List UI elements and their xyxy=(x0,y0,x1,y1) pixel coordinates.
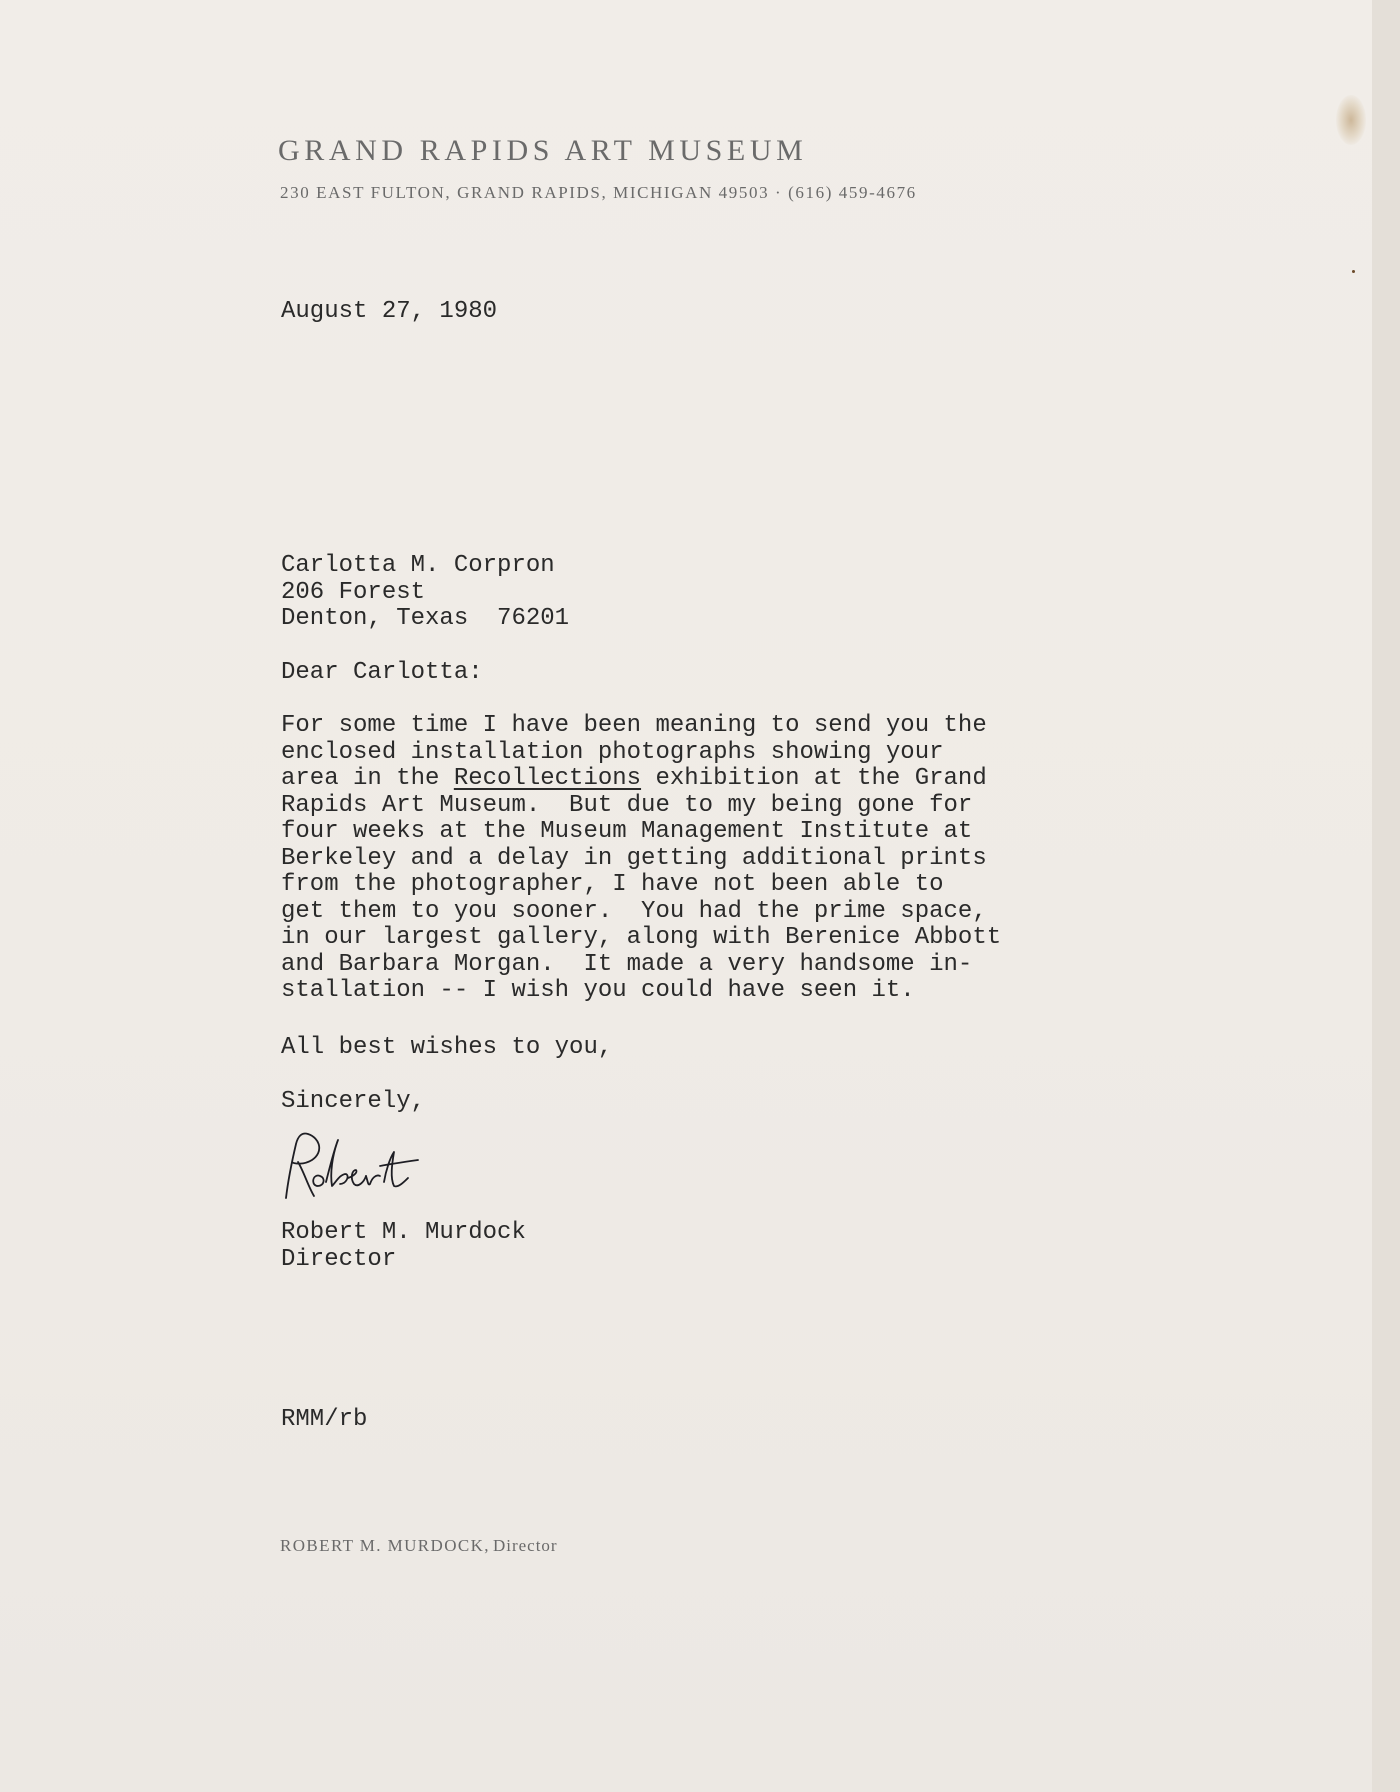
body-line: Berkeley and a delay in getting additional prints xyxy=(281,844,987,872)
body-line: enclosed installation photographs showing your xyxy=(281,738,944,766)
paper-speck xyxy=(1352,270,1355,273)
recipient-city: Denton, Texas 76201 xyxy=(281,605,570,632)
handwritten-signature xyxy=(272,1126,432,1206)
body-line: Rapids Art Museum. But due to my being gone for xyxy=(281,791,973,819)
body-line xyxy=(281,766,1001,793)
letter-body xyxy=(281,713,1001,1005)
footer-title: Director xyxy=(492,1536,558,1555)
page-edge xyxy=(1372,0,1400,1792)
recipient-address-block xyxy=(281,553,569,633)
footer-name: ROBERT M. MURDOCK, xyxy=(280,1536,490,1555)
reference-initials: RMM/rb xyxy=(281,1406,368,1433)
letter-date: August 27, 1980 xyxy=(281,298,498,325)
body-line: For some time I have been meaning to send you the xyxy=(281,712,987,739)
signer-block xyxy=(281,1220,526,1273)
letterhead-name: GRAND RAPIDS ART MUSEUM xyxy=(278,134,808,167)
signer-name: Robert M. Murdock xyxy=(281,1219,526,1246)
body-line: from the photographer, I have not been able to xyxy=(281,871,944,898)
body-line: and Barbara Morgan. It made a very handsome in- xyxy=(281,950,973,978)
closing-wishes: All best wishes to you, xyxy=(281,1034,613,1061)
letterhead-address: 230 EAST FULTON, GRAND RAPIDS, MICHIGAN 49503 · (616) 459-4676 xyxy=(280,183,917,202)
salutation: Dear Carlotta: xyxy=(281,659,483,686)
body-line: four weeks at the Museum Management Institute at xyxy=(281,818,973,845)
exhibition-title: Recollections xyxy=(453,765,642,792)
body-line: stallation -- I wish you could have seen it. xyxy=(281,977,915,1004)
body-line: get them to you sooner. You had the prime space, xyxy=(281,897,987,925)
body-line: in our largest gallery, along with Berenice Abbott xyxy=(281,924,1002,951)
body-line-part: area in the xyxy=(281,765,454,792)
recipient-name: Carlotta M. Corpron xyxy=(281,552,555,579)
letterhead-footer xyxy=(280,1536,558,1556)
recipient-street: 206 Forest xyxy=(281,578,426,606)
body-line-part: exhibition at the Grand xyxy=(641,765,987,792)
signer-title: Director xyxy=(281,1245,397,1273)
sign-off: Sincerely, xyxy=(281,1088,426,1115)
paper-stain xyxy=(1336,95,1366,145)
